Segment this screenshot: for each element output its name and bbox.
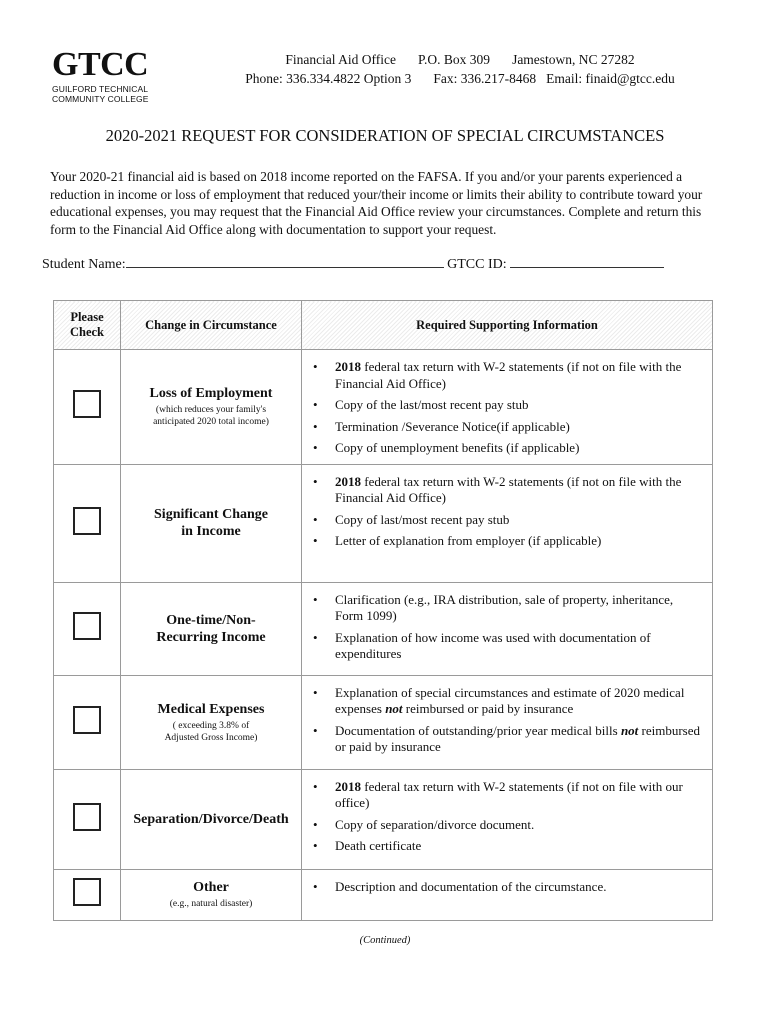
supporting-info-list [303, 584, 711, 669]
supporting-info-cell [302, 464, 713, 582]
list-item: • 2018 federal tax return with W-2 statements (if not on file with the Financial Aid Office) [335, 474, 703, 507]
logo-subtitle-line1: GUILFORD TECHNICAL [52, 84, 149, 94]
city-address: Jamestown, NC 27282 [512, 52, 635, 67]
circumstance-checkbox[interactable] [73, 706, 101, 734]
circumstance-title: Significant Change in Income [154, 507, 268, 539]
form-title: 2020-2021 REQUEST FOR CONSIDERATION OF SPECIAL CIRCUMSTANCES [105, 126, 665, 145]
supporting-info-list [303, 771, 711, 861]
logo-subtitle [52, 84, 162, 104]
circumstance-cell [121, 869, 302, 920]
list-item: • Clarification (e.g., IRA distribution, sale of property, inheritance, Form 1099) [335, 592, 703, 625]
po-box: P.O. Box 309 [418, 52, 491, 67]
circumstance-note: (e.g., natural disaster) [169, 899, 253, 909]
circumstance-cell [121, 350, 302, 465]
check-cell [54, 769, 121, 869]
supporting-info-cell [302, 769, 713, 869]
list-item: • 2018 federal tax return with W-2 statements (if not on file with the Financial Aid Office) [335, 359, 703, 392]
table-row [54, 769, 713, 869]
student-info-line [42, 253, 664, 273]
check-cell [54, 464, 121, 582]
check-cell [54, 869, 121, 920]
circumstances-table [53, 300, 713, 921]
check-cell [54, 675, 121, 769]
list-item: • Copy of last/most recent pay stub [335, 512, 703, 529]
supporting-info-list [303, 351, 711, 463]
fax-number: Fax: 336.217-8468 [433, 71, 537, 86]
circumstance-title: Loss of Employment [149, 386, 273, 402]
table-header-row [54, 301, 713, 350]
list-item: • Termination /Severance Notice(if applicable) [335, 419, 703, 436]
supporting-info-list [303, 871, 711, 902]
list-item: • Letter of explanation from employer (if applicable) [335, 533, 703, 550]
circumstance-checkbox[interactable] [73, 878, 101, 906]
circumstance-checkbox[interactable] [73, 803, 101, 831]
circumstance-cell [121, 769, 302, 869]
logo-wordmark: GTCC [52, 46, 149, 83]
list-item: • Explanation of how income was used with documentation of expenditures [335, 630, 703, 663]
list-item: • Copy of the last/most recent pay stub [335, 397, 703, 414]
list-item: • Description and documentation of the circumstance. [335, 879, 703, 896]
list-item: • Documentation of outstanding/prior year medical bills not reimbursed or paid by insurance [335, 723, 703, 756]
check-cell [54, 350, 121, 465]
header-please-check [54, 301, 121, 350]
circumstance-note: (which reduces your family's anticipated 2020 total income) [153, 405, 269, 428]
check-cell [54, 582, 121, 675]
circumstance-cell [121, 675, 302, 769]
office-name: Financial Aid Office [285, 52, 397, 67]
circumstance-checkbox[interactable] [73, 390, 101, 418]
table-row [54, 869, 713, 920]
student-name-field[interactable] [126, 253, 444, 268]
supporting-info-cell [302, 350, 713, 465]
supporting-info-list [303, 466, 711, 556]
list-item: • 2018 federal tax return with W-2 statements (if not on file with our office) [335, 779, 703, 812]
table-row [54, 675, 713, 769]
circumstance-checkbox[interactable] [73, 507, 101, 535]
intro-paragraph: Your 2020-21 financial aid is based on 2018 income reported on the FAFSA. If you and/or your parents experienced a reduction in income or loss of employment that reduced your/their income or limits their ability to contribute toward your educational expenses, you may request that the Financial Aid Office review your circumstances. Complete and return this form to the Financial Aid Office along with documentation to support your request. [50, 169, 703, 237]
circumstance-title: One-time/Non- Recurring Income [156, 612, 266, 645]
phone-number: Phone: 336.334.4822 Option 3 [245, 71, 412, 86]
supporting-info-cell [302, 869, 713, 920]
gtcc-id-label: GTCC ID: [447, 257, 507, 272]
student-name-label: Student Name: [42, 257, 126, 272]
circumstance-note: ( exceeding 3.8% of Adjusted Gross Income) [164, 720, 258, 743]
header-check-line1: Please [70, 310, 104, 324]
circumstance-cell [121, 464, 302, 582]
list-item: • Copy of separation/divorce document. [335, 817, 703, 834]
email-address: Email: finaid@gtcc.edu [546, 71, 675, 86]
list-item: • Explanation of special circumstances and estimate of 2020 medical expenses not reimbursed or paid by insurance [335, 685, 703, 718]
circumstance-title: Other [193, 880, 229, 895]
contact-info [240, 50, 680, 88]
list-item: • Death certificate [335, 838, 703, 855]
header-required-info: Required Supporting Information [302, 301, 713, 350]
table-row [54, 582, 713, 675]
header-change-in-circumstance: Change in Circumstance [121, 301, 302, 350]
list-item: • Copy of unemployment benefits (if applicable) [335, 440, 703, 457]
header-check-line2: Check [69, 325, 105, 339]
gtcc-id-field[interactable] [510, 253, 664, 268]
supporting-info-cell [302, 675, 713, 769]
continued-note: (Continued) [359, 935, 411, 946]
circumstance-cell [121, 582, 302, 675]
circumstance-checkbox[interactable] [73, 612, 101, 640]
table-row [54, 350, 713, 465]
supporting-info-list [303, 677, 711, 762]
circumstance-title: Medical Expenses [157, 701, 265, 717]
supporting-info-cell [302, 582, 713, 675]
table-row [54, 464, 713, 582]
circumstance-title: Separation/Divorce/Death [133, 811, 289, 827]
logo-subtitle-line2: COMMUNITY COLLEGE [52, 94, 149, 104]
gtcc-logo [52, 46, 162, 104]
